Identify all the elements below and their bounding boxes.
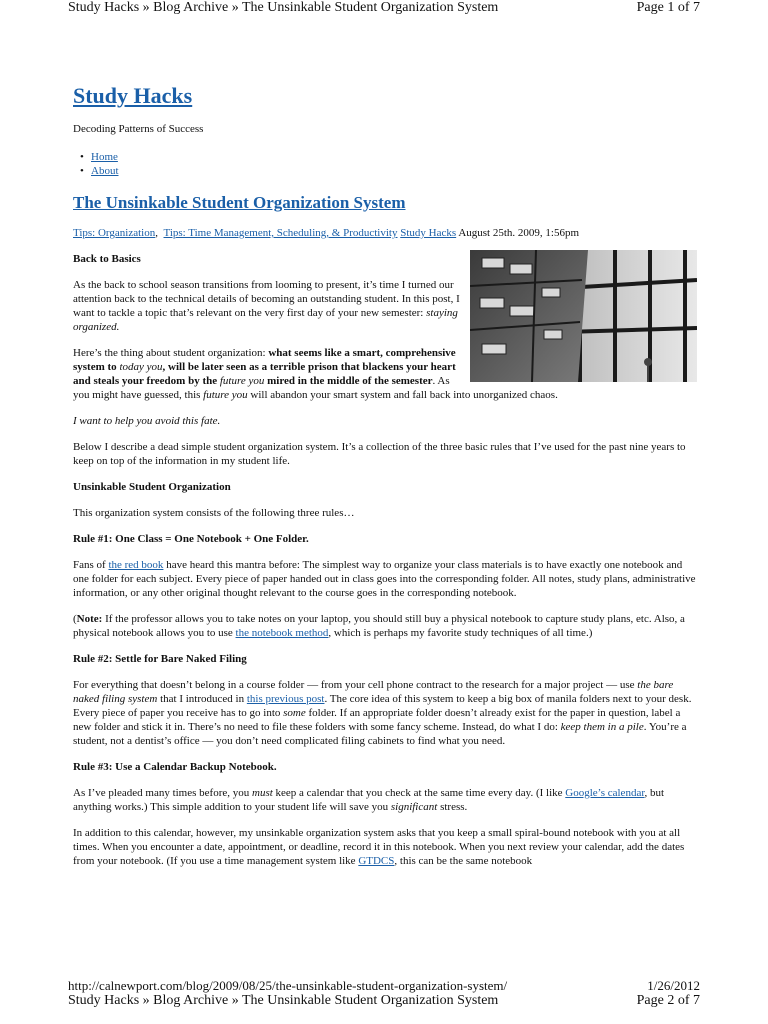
- rule-2-text-f: folder. If an appropriate folder doesn’t already exist for the paper in question, label a new folder and stick it in. There’s no need to file these folders with some fancy scheme. Instead, do what I do:: [73, 707, 681, 733]
- intro-emphasis: staying organized.: [73, 307, 458, 333]
- org-text-d: , will be later seen as a terrible prison that blackens your heart and steals your freedom by the: [73, 361, 456, 387]
- calendar-text-b: , this can be the same notebook: [394, 855, 533, 867]
- rule-3-text-a: As I’ve pleaded many times before, you: [73, 787, 252, 799]
- org-text-i: will abandon your smart system and fall back into unorganized chaos.: [247, 389, 558, 401]
- note-label: Note:: [76, 613, 103, 625]
- org-text-g: . As you might have guessed, this: [73, 375, 450, 401]
- heading-rule-2: Rule #2: Settle for Bare Naked Filing: [73, 653, 247, 665]
- calendar-notebook-paragraph: [73, 826, 697, 868]
- rule-3-text-d: , but anything works.) This simple addition to your student life will save you: [73, 787, 665, 813]
- org-text-a: Here’s the thing about student organization:: [73, 347, 269, 359]
- note-text-a: If the professor allows you to take notes on your laptop, you should still buy a physical notebook to capture study plans, etc. Also, a physical notebook allows you to use: [73, 613, 685, 639]
- meta-separator: ,: [155, 227, 158, 239]
- calendar-text-a: In addition to this calendar, however, my unsinkable organization system asks that you keep a small spiral-bound notebook with you at all times. When you encounter a date, appointment, or deadline, record it in this notebook. When you next review your calendar, add the dates from your notebook. (If you use a time management system like: [73, 827, 685, 867]
- rule-2-text-b: the bare naked filing system: [73, 679, 674, 705]
- category-link-organization[interactable]: Tips: Organization: [73, 227, 156, 239]
- note-open: (: [73, 613, 77, 625]
- site-nav: [73, 150, 697, 178]
- print-footer-title: Study Hacks » Blog Archive » The Unsinkable Student Organization System: [68, 993, 499, 1008]
- rule-3-text-f: stress.: [437, 801, 468, 813]
- site-title: [73, 82, 697, 110]
- google-calendar-link[interactable]: Google’s calendar: [565, 787, 645, 799]
- print-footer: [68, 993, 700, 1009]
- print-footer-url: http://calnewport.com/blog/2009/08/25/the-unsinkable-student-organization-system/: [68, 978, 508, 993]
- category-link-time-management[interactable]: Tips: Time Management, Scheduling, & Productivity: [163, 227, 398, 239]
- intro-text: As the back to school season transitions from looming to present, it’s time I turned our attention back to the technical details of becoming an outstanding student. In this post, I want to tackle a topic that’s relevant on the very first day of your new semester:: [73, 279, 460, 319]
- rule-2-text-e: some: [283, 707, 306, 719]
- rule-2-text-g: keep them in a pile: [560, 721, 644, 733]
- filing-cabinet-photo: [470, 250, 697, 382]
- rule-3-text-c: keep a calendar that you check at the same time every day. (I like: [272, 787, 566, 799]
- post-date: August 25th. 2009, 1:56pm: [458, 227, 580, 239]
- heading-rule-3: Rule #3: Use a Calendar Backup Notebook.: [73, 761, 277, 773]
- rule-2-text-h: . You’re a student, not a dentist’s office — you don’t need complicated filing cabinets to find what you need.: [73, 721, 687, 747]
- rule-1-text-a: Fans of: [73, 559, 109, 571]
- org-text-b: what seems like a smart, comprehensive system to: [73, 347, 456, 373]
- print-header: [68, 0, 700, 20]
- rule-2-text-a: For everything that doesn’t belong in a course folder — from your cell phone contract to the research for a major project — use: [73, 679, 638, 691]
- notebook-method-link[interactable]: the notebook method: [235, 627, 329, 639]
- note-paragraph: [73, 612, 697, 640]
- post-meta: [73, 226, 697, 240]
- rule-1-text-b: have heard this mantra before: The simplest way to organize your class materials is to have exactly one notebook and one folder for each subject. Every piece of paper handed out in class goes into the corresponding folder. All notes, study plans, administrative information, or any other original thought relevant to the course goes in the corresponding notebook.: [73, 559, 696, 599]
- red-book-link[interactable]: the red book: [108, 559, 164, 571]
- site-tagline: Decoding Patterns of Success: [73, 123, 204, 135]
- intro-section: [73, 252, 697, 402]
- avoid-fate-paragraph: [73, 414, 697, 428]
- previous-post-link[interactable]: this previous post: [246, 693, 325, 705]
- nav-link-about[interactable]: About: [91, 165, 119, 177]
- site-title-link[interactable]: Study Hacks: [73, 83, 193, 108]
- rule-2-text-d: . The core idea of this system to keep a big box of manila folders next to your desk. Every piece of paper you receive has to go into: [73, 693, 692, 719]
- rule-2-text-c: that I introduced in: [157, 693, 247, 705]
- describe-paragraph: Below I describe a dead simple student organization system. It’s a collection of the three basic rules that I’ve used for the past nine years to keep on top of the information in my student life.: [73, 441, 686, 467]
- org-text-c: today you: [119, 361, 163, 373]
- print-footer-date: 1/26/2012: [647, 978, 700, 993]
- post-title-link[interactable]: The Unsinkable Student Organization System: [73, 193, 406, 212]
- heading-unsinkable: Unsinkable Student Organization: [73, 481, 231, 493]
- heading-rule-1: Rule #1: One Class = One Notebook + One Folder.: [73, 533, 309, 545]
- heading-back-to-basics: Back to Basics: [73, 253, 141, 265]
- nav-item-about: [91, 164, 697, 178]
- org-text-e: future you: [219, 375, 265, 387]
- org-text-h: future you: [203, 389, 248, 401]
- filing-cabinet-image: [470, 250, 697, 382]
- avoid-fate-text: I want to help you avoid this fate.: [73, 415, 221, 427]
- nav-link-home[interactable]: Home: [91, 151, 118, 163]
- org-text-f: mired in the middle of the semester: [264, 375, 433, 387]
- rules-intro-paragraph: This organization system consists of the following three rules…: [73, 507, 355, 519]
- print-header-page: Page 1 of 7: [636, 0, 700, 15]
- rule-1-paragraph: [73, 558, 697, 600]
- gtdcs-link[interactable]: GTDCS: [358, 855, 395, 867]
- post-title: [73, 192, 697, 214]
- note-text-b: , which is perhaps my favorite study techniques of all time.): [328, 627, 593, 639]
- print-footer-url-row: [68, 978, 700, 993]
- page-content: [73, 82, 697, 880]
- rule-3-text-e: significant: [390, 801, 438, 813]
- rule-2-paragraph: [73, 678, 697, 748]
- rule-3-text-b: must: [252, 787, 273, 799]
- print-footer-page: Page 2 of 7: [636, 993, 700, 1008]
- print-header-title: Study Hacks » Blog Archive » The Unsinkable Student Organization System: [68, 0, 499, 15]
- author-link[interactable]: Study Hacks: [400, 227, 457, 239]
- nav-item-home: [91, 150, 697, 164]
- rule-3-paragraph: [73, 786, 697, 814]
